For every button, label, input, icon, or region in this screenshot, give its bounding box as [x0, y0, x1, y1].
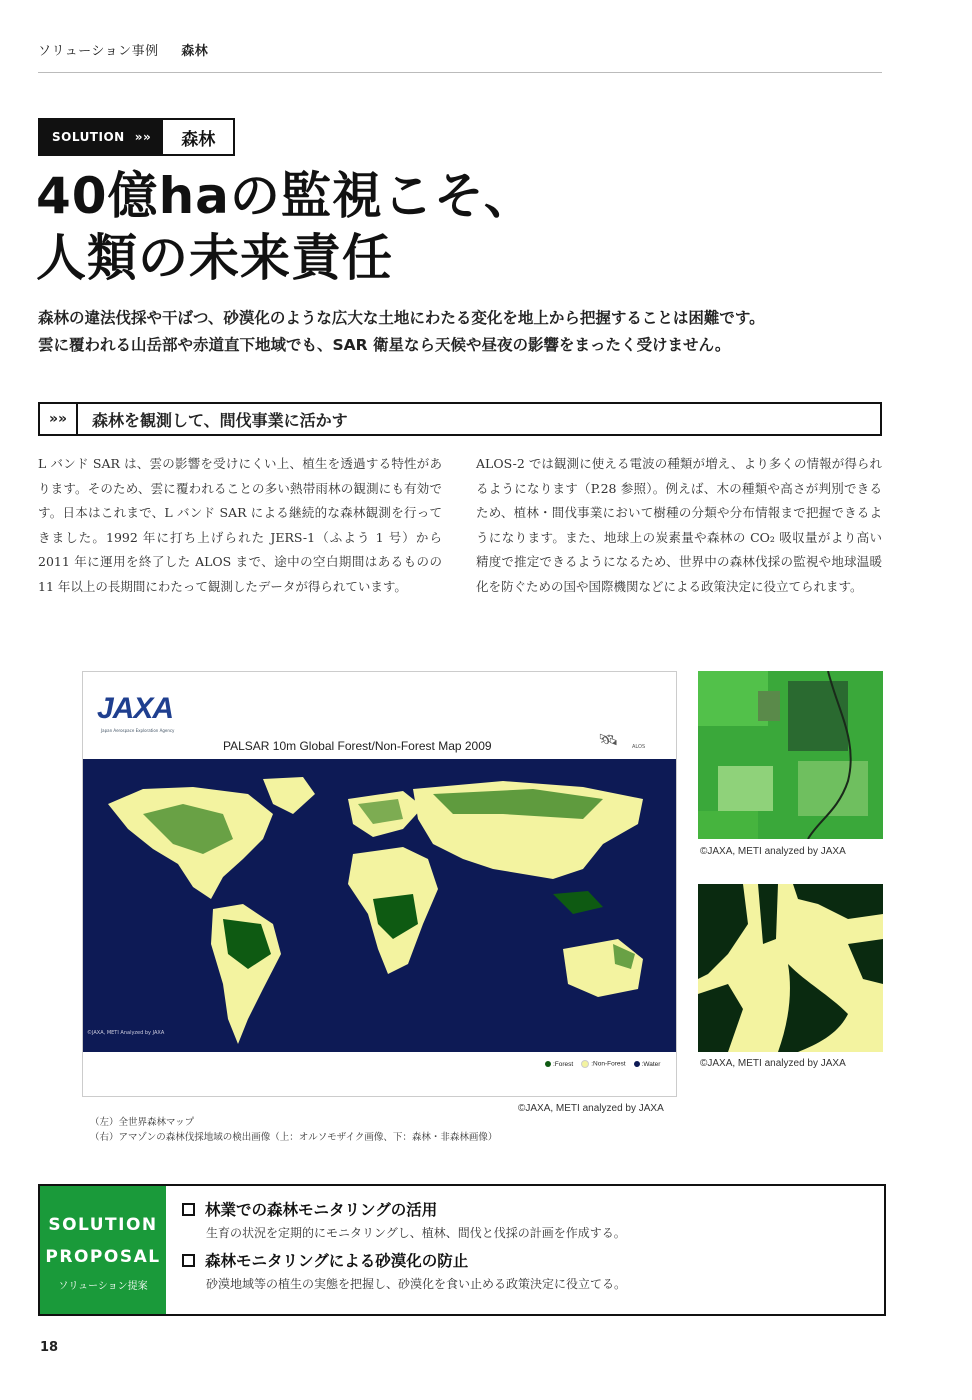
ortho-image-credit: ©JAXA, METI analyzed by JAXA	[700, 846, 846, 857]
title-line-1: 40億haの監視こそ、	[36, 167, 535, 225]
ortho-mosaic-image	[698, 671, 883, 839]
page-title	[36, 165, 535, 289]
section-heading-text: 森林を観測して、間伐事業に活かす	[92, 410, 348, 430]
water-dot-icon	[634, 1061, 640, 1067]
caption-line-2: （右）アマゾンの森林伐採地域の検出画像（上：オルソモザイク画像、下：森林・非森林画像）	[90, 1132, 498, 1143]
legend-forest: :Forest	[545, 1061, 573, 1068]
header-category: 森林	[181, 44, 209, 59]
legend-non-forest: :Non-Forest	[581, 1060, 625, 1068]
proposal-items	[166, 1186, 626, 1314]
figure-caption	[90, 1115, 497, 1145]
forest-nonforest-image	[698, 884, 883, 1052]
chevron-right-icon: »»	[134, 130, 152, 144]
map-credit: ©JAXA, METI analyzed by JAXA	[518, 1103, 664, 1114]
world-map-image	[83, 759, 676, 1052]
forest-dot-icon	[545, 1061, 551, 1067]
satellite-label: ALOS	[632, 744, 646, 750]
map-title: PALSAR 10m Global Forest/Non-Forest Map 2009	[223, 739, 492, 753]
title-line-2: 人類の未来責任	[36, 229, 393, 287]
checkbox-icon	[182, 1203, 195, 1216]
chevron-right-icon: »»	[40, 404, 78, 434]
solution-tag	[38, 118, 235, 156]
jaxa-logo-sub: Japan Aerospace Exploration Agency	[101, 728, 175, 733]
solution-proposal-box	[38, 1184, 886, 1316]
header-divider	[38, 72, 882, 73]
proposal-item	[182, 1198, 626, 1241]
caption-line-1: （左）全世界森林マップ	[90, 1117, 195, 1128]
solution-tag-dark	[40, 120, 163, 154]
world-forest-map	[82, 671, 677, 1097]
page-header	[38, 40, 208, 59]
solution-tag-category: 森林	[163, 120, 233, 154]
proposal-label-2: PROPOSAL	[45, 1246, 161, 1267]
satellite-icon: 🛰	[598, 730, 619, 749]
proposal-item-title: 森林モニタリングによる砂漠化の防止	[205, 1252, 469, 1270]
legend-water: :Water	[634, 1061, 661, 1068]
body-column-right: ALOS-2 では観測に使える電波の種類が増え、より多くの情報が得られるようになります（P.28 参照）。例えば、木の種類や高さが判別できるため、植林・間伐事業において樹種の分類や分布情報まで把握できるようになります。また、地球上の炭素量や森林の CO₂ 吸収量がより高い精度で推定できるようになるため、世界中の森林伐採の監視や地球温暖化を防ぐための国や国際機関などによる政策決定に役立てられます。	[476, 456, 882, 594]
non-forest-dot-icon	[581, 1060, 589, 1068]
header-section: ソリューション事例	[38, 44, 159, 59]
proposal-label-sub: ソリューション提案	[58, 1280, 148, 1292]
page-number: 18	[40, 1340, 59, 1355]
checkbox-icon	[182, 1254, 195, 1267]
solution-tag-label: SOLUTION	[52, 130, 125, 144]
lead-line-2: 雲に覆われる山岳部や赤道直下地域でも、SAR 衛星なら天候や昼夜の影響をまったく受けません。	[38, 336, 731, 354]
body-column-left: L バンド SAR は、雲の影響を受けにくい上、植生を透過する特性があります。そのため、雲に覆われることの多い熱帯雨林の観測にも有効です。日本はこれまで、L バンド SAR による継続的な森林観測を行ってきました。1992 年に打ち上げられた JERS-1（ふよう 1 号）から 2011 年に運用を終了した ALOS まで、途中の空白期間はあるものの 11 年以上の長期間にわたって観測したデータが得られています。	[38, 456, 442, 594]
jaxa-logo: JAXA	[97, 692, 174, 725]
proposal-item-desc: 生育の状況を定期的にモニタリングし、植林、間伐と伐採の計画を作成する。	[206, 1226, 626, 1240]
section-heading	[38, 402, 882, 436]
lead-line-1: 森林の違法伐採や干ばつ、砂漠化のような広大な土地にわたる変化を地上から把握することは困難です。	[38, 309, 765, 327]
map-inner-credit: ©JAXA, METI Analyzed by JAXA	[87, 1030, 165, 1036]
lead-text	[38, 305, 765, 359]
solution-proposal-label	[40, 1186, 166, 1314]
proposal-label-1: SOLUTION	[48, 1214, 158, 1235]
proposal-item-title: 林業での森林モニタリングの活用	[205, 1201, 438, 1219]
proposal-item-desc: 砂漠地域等の植生の実態を把握し、砂漠化を食い止める政策決定に役立てる。	[206, 1277, 627, 1291]
map-legend	[545, 1060, 660, 1068]
proposal-item	[182, 1249, 626, 1292]
forest-image-credit: ©JAXA, METI analyzed by JAXA	[700, 1058, 846, 1069]
